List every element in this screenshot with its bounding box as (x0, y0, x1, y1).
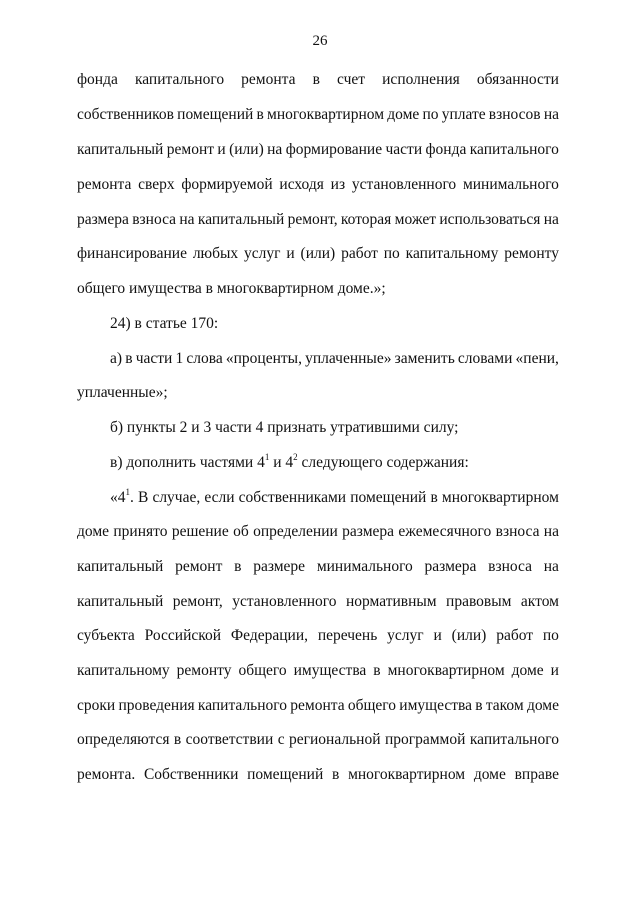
word: может (394, 211, 436, 228)
word: в (234, 558, 242, 575)
word: и (286, 245, 295, 262)
word: актом (520, 593, 559, 610)
word: взносов (488, 106, 541, 123)
word: в (332, 766, 340, 783)
word: ремонта (241, 71, 296, 88)
text-line (77, 141, 559, 159)
text-line (77, 627, 559, 645)
text-line (110, 489, 559, 507)
word: доме (77, 523, 110, 540)
word: «пени, (515, 350, 559, 367)
word: капитального (134, 71, 225, 88)
word: использоваться (439, 211, 541, 228)
word: в (475, 697, 483, 714)
text-line (77, 731, 559, 749)
word: взноса (495, 523, 540, 540)
word: обязанности (476, 71, 559, 88)
word: собственников (77, 106, 174, 123)
superscript: 1 (125, 487, 130, 497)
word: минимального (316, 558, 413, 575)
word: решение (171, 523, 229, 540)
word: Собственники (143, 766, 239, 783)
word: в (430, 489, 438, 506)
word: работ (341, 245, 378, 262)
word: принято (113, 523, 168, 540)
word: по (383, 245, 400, 262)
text-line (77, 697, 559, 715)
word: ремонта (290, 697, 345, 714)
word: из (330, 176, 346, 193)
word: сроки (77, 697, 116, 714)
word: фонда (425, 141, 467, 158)
word: ремонт, (287, 211, 338, 228)
word: доме (511, 662, 544, 679)
word: ремонту (176, 662, 232, 679)
word: региональной (289, 731, 381, 748)
word: финансирование (77, 245, 187, 262)
word: на (543, 523, 559, 540)
word: ежемесячного (398, 523, 492, 540)
word: в (125, 350, 133, 367)
word: проведения (118, 697, 195, 714)
text-fragment: и 4 (269, 454, 294, 471)
word: сверх (138, 176, 175, 193)
word: на (543, 558, 559, 575)
word: фонда (77, 71, 118, 88)
superscript: 1 (264, 452, 270, 462)
word: многоквартирном (267, 106, 385, 123)
word: с (277, 731, 285, 748)
word: нормативным (345, 593, 437, 610)
word: заменить (394, 350, 455, 367)
word: Российской (144, 627, 222, 644)
word: «проценты, (225, 350, 302, 367)
word: по (422, 106, 439, 123)
word: собственниками (238, 489, 347, 506)
word: (или) (229, 141, 264, 158)
word: услуг (244, 245, 281, 262)
word: работ (496, 627, 534, 644)
word: и (217, 141, 226, 158)
word: доме (526, 697, 559, 714)
word: случае, (152, 489, 201, 506)
word: правовым (446, 593, 512, 610)
word: определении (253, 523, 338, 540)
word: ремонту (504, 245, 559, 262)
word: размера (342, 523, 395, 540)
word: капитального (469, 731, 559, 748)
word: помещений (177, 106, 254, 123)
word: установленного (232, 593, 337, 610)
list-item-b: б) пункты 2 и 3 части 4 признать утратившими силу; (110, 419, 459, 436)
word: общего (347, 697, 397, 714)
text-fragment: следующего содержания: (297, 454, 469, 471)
word: уплаченные» (305, 350, 392, 367)
word: (или) (300, 245, 336, 262)
word: исполнения (382, 71, 460, 88)
word: об (233, 523, 249, 540)
word: (или) (451, 627, 487, 644)
list-item-24: 24) в статье 170: (110, 315, 219, 332)
word: программой (384, 731, 466, 748)
word: капитальный (77, 593, 164, 610)
word: если (204, 489, 235, 506)
text-line (77, 71, 559, 89)
word: и (550, 662, 559, 679)
word: размере (253, 558, 306, 575)
word: капитального (197, 697, 288, 714)
word: многоквартирном (348, 766, 466, 783)
page-number: 26 (312, 33, 328, 49)
word: уплате (441, 106, 486, 123)
word: Федерации, (230, 627, 308, 644)
word: в (312, 71, 320, 88)
word: услуг (387, 627, 424, 644)
word: имущества (293, 662, 367, 679)
word: ремонта (77, 176, 132, 193)
word: ремонт (166, 141, 215, 158)
text-line (77, 245, 559, 263)
text-line (110, 350, 559, 368)
word: в (256, 106, 264, 123)
word: доме (387, 106, 420, 123)
word: а) (110, 350, 123, 367)
text-line (77, 106, 559, 124)
word: капитального (469, 141, 559, 158)
text-line (77, 662, 559, 680)
word: на (543, 211, 559, 228)
word: по (542, 627, 559, 644)
word: на (179, 211, 195, 228)
word: многоквартирном (387, 662, 505, 679)
text-line (77, 558, 559, 576)
text-line (77, 593, 559, 611)
word: субъекта (77, 627, 135, 644)
word: части (135, 350, 173, 367)
word: таком (485, 697, 524, 714)
word: минимального (462, 176, 559, 193)
word: капитальному (77, 662, 170, 679)
word: размера (77, 211, 129, 228)
word: словами (457, 350, 513, 367)
word: любых (192, 245, 239, 262)
word: вправе (514, 766, 559, 783)
word: слова (186, 350, 223, 367)
text-line (77, 176, 559, 194)
word: ремонта. (77, 766, 136, 783)
word: помещений (350, 489, 427, 506)
word: формирование (285, 141, 383, 158)
word: счет (337, 71, 366, 88)
word: размера (424, 558, 477, 575)
word: установленного (351, 176, 457, 193)
word: перечень (317, 627, 378, 644)
word: доме (473, 766, 506, 783)
text-fragment: «$4^1$. (110, 487, 134, 506)
word: и (433, 627, 442, 644)
word: многоквартирном (441, 489, 559, 506)
word: капитальному (405, 245, 499, 262)
word: общего (238, 662, 287, 679)
word: капитальный (197, 211, 285, 228)
word: на (267, 141, 283, 158)
text-line: общего имущества в многоквартирном доме.»; (77, 280, 386, 297)
word: которая (340, 211, 392, 228)
word: ремонт, (172, 593, 223, 610)
word: капитальный (77, 558, 164, 575)
text-line (77, 766, 559, 784)
word: взноса (488, 558, 532, 575)
word: на (543, 106, 559, 123)
text-line: уплаченные»; (77, 384, 168, 401)
word: в (373, 662, 381, 679)
text-fragment: в) дополнить частями 4 (110, 454, 265, 471)
word: В (137, 489, 149, 506)
word: в (173, 731, 182, 748)
word: формируемой (181, 176, 273, 193)
word: определяются (77, 731, 170, 748)
superscript: 2 (293, 452, 298, 462)
word: капитальный (77, 141, 164, 158)
word: соответствии (185, 731, 274, 748)
list-item-v (110, 454, 469, 472)
word: исходя (279, 176, 324, 193)
word: имущества (399, 697, 472, 714)
text-line (77, 523, 559, 541)
word: 1 (175, 350, 184, 367)
word: части (385, 141, 423, 158)
text-line (77, 211, 559, 229)
word: взноса (132, 211, 177, 228)
word: ремонт (175, 558, 223, 575)
word: помещений (247, 766, 324, 783)
